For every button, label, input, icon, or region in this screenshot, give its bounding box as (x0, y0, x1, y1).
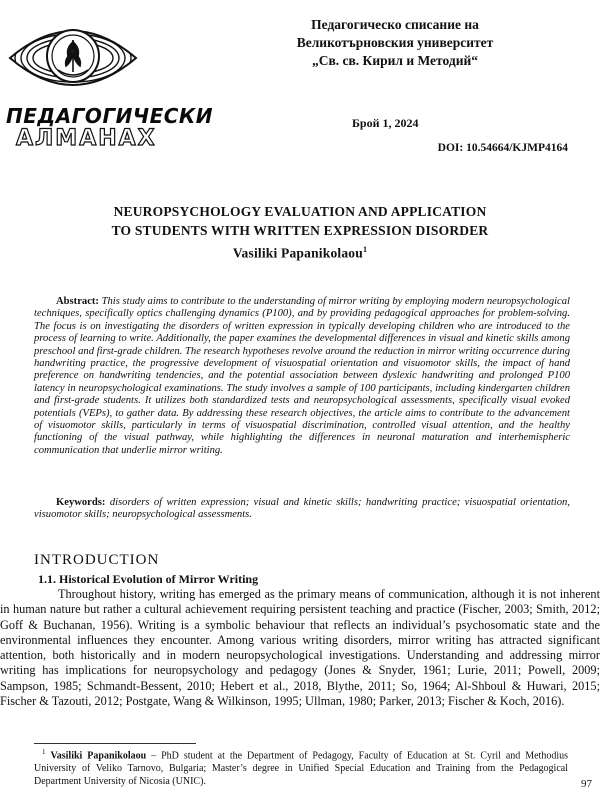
abstract (34, 296, 570, 457)
almanac-title-line1: ПЕДАГОГИЧЕСКИ (6, 104, 214, 128)
journal-header-line2: Великотърновския университет (296, 35, 494, 50)
article-title-line2: TO STUDENTS WITH WRITTEN EXPRESSION DISORDER (111, 223, 489, 238)
article-author (60, 240, 540, 263)
footnote-divider (34, 743, 196, 744)
footnote (34, 746, 568, 788)
abstract-label: Abstract: (56, 296, 99, 307)
issue-number: Брой 1, 2024 (352, 116, 419, 130)
footnote-text: – PhD student at the Department of Pedagogy, Faculty of Education at St. Cyril and Methodius University of Veliko Tarnovo, Bulgaria; Master’s degree in Unified Special Education and Training from the Pedagogical Department University of Nicosia (UNIC). (34, 750, 569, 787)
doi[interactable]: DOI: 10.54664/KJMP4164 (437, 142, 568, 154)
author-footnote-mark[interactable]: 1 (362, 245, 368, 254)
eye-emblem-icon (6, 10, 140, 106)
keywords (34, 497, 570, 522)
section-heading: INTRODUCTION (34, 552, 160, 568)
article-title-line1: NEUROPSYCHOLOGY EVALUATION AND APPLICATION (113, 204, 487, 219)
abstract-text: This study aims to contribute to the understanding of mirror writing by employing modern neuropsychological techniques, specifically optics challenging dynamics (P100), and by providing pedagogical approaches for problem-solving. The focus is on investigating the disorders of written expression in typically developing children who are introduced to the process of learning to write. Additionally, the paper examines the developmental differences in visual and kinetic skills among preschool and first-grade children. The research hypotheses revolve around the reduction in mirror writing occurrence during handwriting practice, the progressive development of visuospatial orientation and visuomotor skills, the impact of hand preference on handwriting tendencies, and the potential association between dyslexic handwriting and prolonged P100 latency in neuropsychological examinations. The study involves a sample of 100 participants, including kindergarten children and first-grade students. It utilizes both standardized tests and neuropsychological assessments, specifically visual evoked potentials (VEPs), to gather data. By addressing these research objectives, the article aims to contribute to the advancement of visuomotor skills, particularly in terms of visuospatial discrimination, controlled visual attention, and the healthy functioning of the visual pathway, while highlighting the differences in neuronal maturation and interhemispheric communication that underlie mirror writing. (34, 296, 570, 456)
author-name: Vasiliki Papanikolaou (232, 245, 363, 261)
footnote-mark: 1 (42, 748, 46, 756)
almanac-title-line2: АЛМАНАХ (16, 126, 157, 151)
journal-header-line1: Педагогическо списание на (311, 17, 479, 32)
journal-header-line3: „Св. св. Кирил и Методий“ (311, 53, 479, 68)
keywords-text: disorders of written expression; visual and kinetic skills; handwriting practice; visuospatial orientation, visuomotor skills; neuropsychological assessments. (34, 497, 570, 521)
keywords-label: Keywords: (56, 497, 106, 508)
footnote-name: Vasiliki Papanikolaou (50, 750, 147, 762)
subsection-heading: 1.1. Historical Evolution of Mirror Writing (38, 572, 259, 586)
introduction-paragraph: Throughout history, writing has emerged as the primary means of communication, although it is not inherent in human nature but rather a cultural achievement requiring persistent teaching and practice (Fischer, 2003; Smith, 2012; Goff & Buchanan, 1956). Writing is a symbolic behaviour that reflects an individual’s psychosomatic state and the environmental influences they encounter. Among various writing disorders, mirror writing has attracted significant attention, both historically and in modern neuropsychological investigations. Understanding and addressing mirror writing has implications for neuropsychology and pedagogy (Jones & Snyder, 1961; Lurie, 2011; Powell, 2009; Sampson, 1985; Schmandt-Bessent, 2010; Hebert et al., 2018, Blythe, 2011; So, 1964; Al-Shboul & Huwari, 2015; Fischer & Tazouti, 2012; Postgate, Wang & Wilkinson, 1995; Ullman, 1980; Parker, 2013; Fischer & Koch, 2016). (0, 587, 600, 709)
journal-header (250, 16, 540, 70)
page-number: 97 (581, 778, 592, 790)
article-title-block (60, 202, 540, 263)
